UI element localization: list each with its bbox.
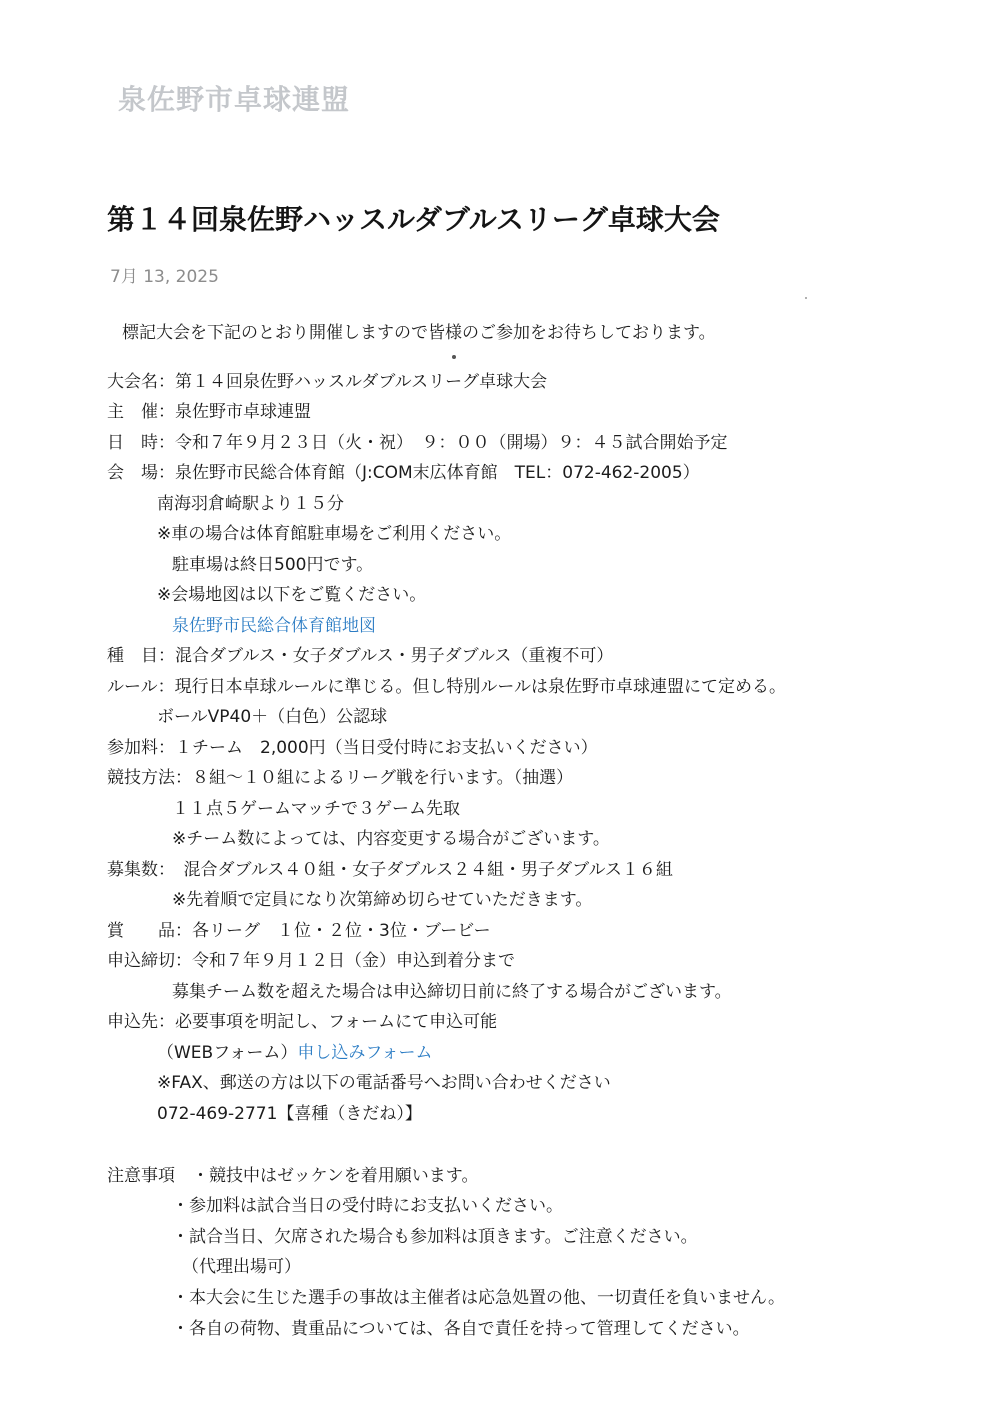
fax-mail-note: ※FAX、郵送の方は以下の電話番号へお問い合わせください: [157, 1073, 611, 1093]
map-note: ※会場地図は以下をご覧ください。: [157, 585, 427, 605]
parking-fee: 駐車場は終日500円です。: [172, 555, 374, 575]
site-name[interactable]: 泉佐野市卓球連盟: [118, 83, 351, 116]
format-change-note: ※チーム数によっては、内容変更する場合がございます。: [172, 829, 610, 849]
match-format-line: １１点５ゲームマッチで３ゲーム先取: [172, 799, 460, 819]
scan-speck: [805, 297, 807, 299]
datetime-line: 日 時：令和７年９月２３日（火・祝） ９：００（開場）９：４５試合開始予定: [107, 433, 728, 453]
organizer-line: 主 催：泉佐野市卓球連盟: [107, 402, 311, 422]
access-line: 南海羽倉崎駅より１５分: [157, 494, 344, 514]
web-form-line: [157, 1041, 433, 1065]
event-name-line: 大会名：第１４回泉佐野ハッスルダブルスリーグ卓球大会: [107, 372, 548, 392]
events-line: 種 目：混合ダブルス・女子ダブルス・男子ダブルス（重複不可）: [107, 646, 614, 666]
contact-phone: 072-469-2771【喜種（きだね）】: [157, 1104, 422, 1124]
notice-item: ・本大会に生じた選手の事故は主催者は応急処置の他、一切責任を負いません。: [172, 1288, 786, 1308]
web-form-label: （WEBフォーム）: [157, 1043, 298, 1063]
deadline-line: 申込締切：令和７年９月１２日（金）申込到着分まで: [107, 951, 515, 971]
post-title: 第１４回泉佐野ハッスルダブルスリーグ卓球大会: [107, 203, 720, 236]
capacity-note: ※先着順で定員になり次第締め切らせていただきます。: [172, 890, 593, 910]
notice-item: ・試合当日、欠席された場合も参加料は頂きます。ご注意ください。: [172, 1227, 698, 1247]
prizes-line: 賞 品：各リーグ １位・２位・3位・ブービー: [107, 921, 491, 941]
format-line: 競技方法：８組～１０組によるリーグ戦を行います。（抽選）: [107, 768, 574, 788]
deadline-note: 募集チーム数を超えた場合は申込締切日前に終了する場合がございます。: [172, 982, 732, 1002]
notice-item: ・各自の荷物、貴重品については、各自で責任を持って管理してください。: [172, 1319, 750, 1339]
apply-line: 申込先：必要事項を明記し、フォームにて申込可能: [107, 1012, 498, 1032]
parking-note: ※車の場合は体育館駐車場をご利用ください。: [157, 524, 512, 544]
scan-speck: [452, 355, 456, 359]
intro-text: 標記大会を下記のとおり開催しますので皆様のご参加をお待ちしております。: [122, 323, 716, 343]
capacity-line: 募集数： 混合ダブルス４０組・女子ダブルス２４組・男子ダブルス１６組: [107, 860, 673, 880]
notice-heading-line: 注意事項 ・競技中はゼッケンを着用願います。: [107, 1166, 479, 1186]
notice-substitute: （代理出場可）: [182, 1257, 301, 1277]
post-date: 7月 13, 2025: [110, 267, 219, 287]
notice-item: ・参加料は試合当日の受付時にお支払いください。: [172, 1196, 563, 1216]
venue-line: 会 場：泉佐野市民総合体育館（J:COM末広体育館 TEL：072-462-2005）: [107, 463, 700, 483]
fee-line: 参加料：１チーム 2,000円（当日受付時にお支払いください）: [107, 738, 598, 758]
venue-map-link[interactable]: 泉佐野市民総合体育館地図: [172, 616, 376, 636]
application-form-link[interactable]: 申し込みフォーム: [297, 1043, 433, 1063]
ball-line: ボールVP40＋（白色）公認球: [157, 707, 388, 727]
rules-line: ルール：現行日本卓球ルールに準じる。但し特別ルールは泉佐野市卓球連盟にて定める。: [107, 677, 786, 697]
